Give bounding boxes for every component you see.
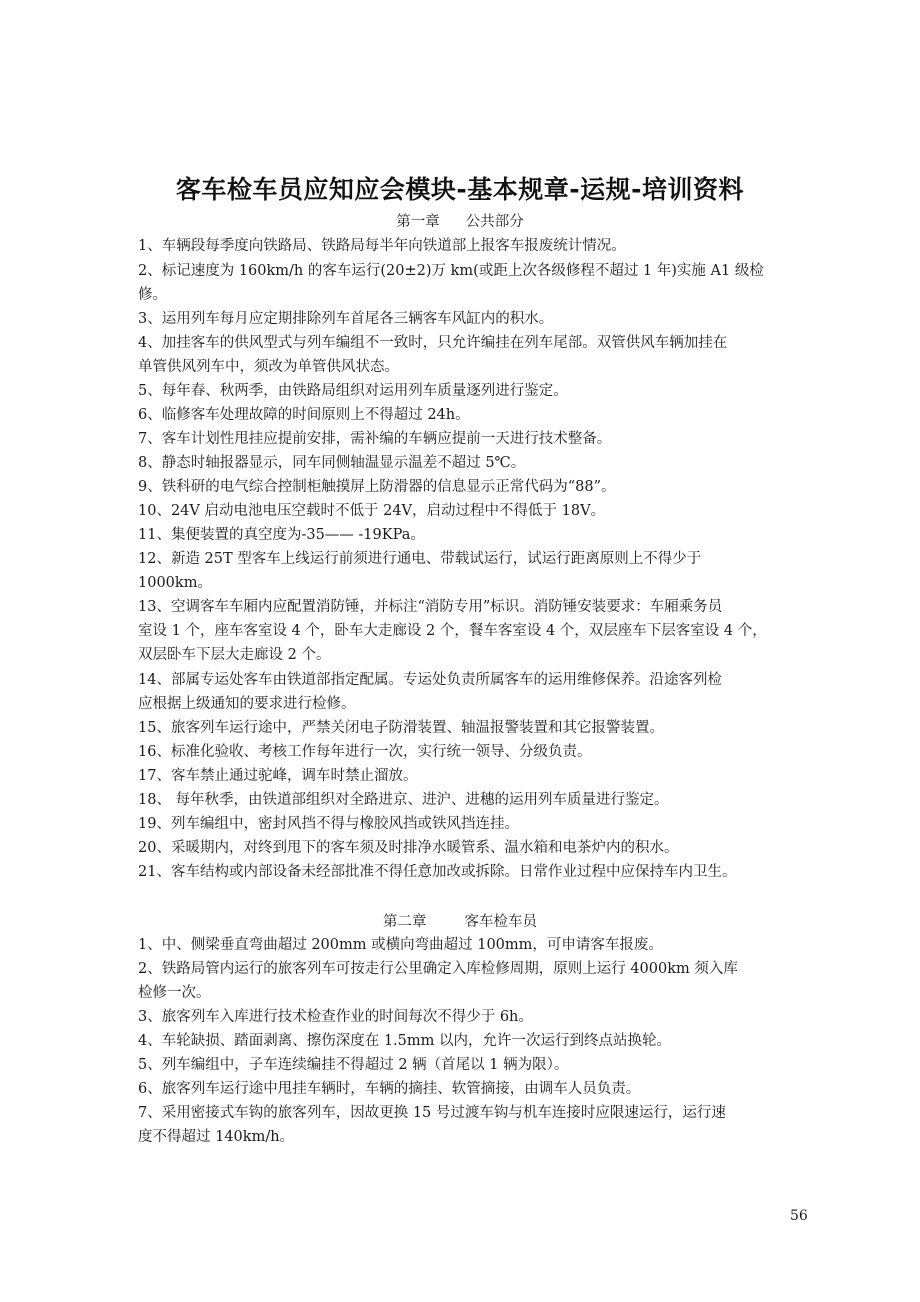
paragraph-line: 4、加挂客车的供风型式与列车编组不一致时，只允许编挂在列车尾部。双管供风车辆加挂在 <box>138 335 728 351</box>
paragraph-line: 5、列车编组中，子车连续编挂不得超过 2 辆（首尾以 1 辆为限）。 <box>138 1057 569 1073</box>
paragraph-line: 3、运用列车每月应定期排除列车首尾各三辆客车风缸内的积水。 <box>138 311 554 327</box>
chapter-2-heading <box>0 910 920 931</box>
paragraph-line: 15、旅客列车运行途中，严禁关闭电子防滑装置、轴温报警装置和其它报警装置。 <box>138 720 664 736</box>
paragraph-line: 13、空调客车车厢内应配置消防锤，并标注“消防专用”标识。消防锤安装要求：车厢乘务员 <box>138 599 723 615</box>
paragraph-line: 21、客车结构或内部设备未经部批准不得任意加改或拆除。日常作业过程中应保持车内卫生。 <box>138 864 737 880</box>
paragraph-line: 双层卧车下层大走廊设 2 个。 <box>138 647 331 663</box>
paragraph-line: 2、铁路局管内运行的旅客列车可按走行公里确定入库检修周期，原则上运行 4000km 须入库 <box>138 961 738 977</box>
paragraph-line: 8、静态时轴报器显示，同车同侧轴温显示温差不超过 5℃。 <box>138 455 526 471</box>
paragraph-line: 16、标准化验收、考核工作每年进行一次，实行统一领导、分级负责。 <box>138 744 592 760</box>
paragraph-line: 1000km。 <box>138 575 212 591</box>
paragraph-line: 修。 <box>138 287 167 303</box>
paragraph-line: 应根据上级通知的要求进行检修。 <box>138 696 356 712</box>
paragraph-line: 6、临修客车处理故障的时间原则上不得超过 24h。 <box>138 407 470 423</box>
chapter-2-name: 客车检车员 <box>464 914 537 930</box>
paragraph-line: 12、新造 25T 型客车上线运行前须进行通电、带载试运行，试运行距离原则上不得少于 <box>138 551 702 567</box>
chapter-1-name: 公共部分 <box>465 214 524 230</box>
paragraph-line: 4、车轮缺损、踏面剥离、擦伤深度在 1.5mm 以内，允许一次运行到终点站换轮。 <box>138 1033 671 1049</box>
paragraph-line: 17、客车禁止通过驼峰，调车时禁止溜放。 <box>138 768 418 784</box>
paragraph-line: 室设 1 个，座车客室设 4 个，卧车大走廊设 2 个，餐车客室设 4 个，双层座车下层客室设 4 个， <box>138 623 767 639</box>
paragraph-line: 1、中、侧梁垂直弯曲超过 200mm 或横向弯曲超过 100mm，可申请客车报废。 <box>138 937 663 953</box>
page-number: 56 <box>790 1208 808 1224</box>
paragraph-line: 检修一次。 <box>138 985 211 1001</box>
paragraph-line: 2、标记速度为 160km/h 的客车运行(20±2)万 km(或距上次各级修程不超过 1 年)实施 A1 级检 <box>138 263 764 279</box>
paragraph-line: 18、 每年秋季，由铁道部组织对全路进京、进沪、进穗的运用列车质量进行鉴定。 <box>138 792 669 808</box>
chapter-2-number: 第二章 <box>383 914 427 930</box>
paragraph-line: 9、铁科研的电气综合控制柜触摸屏上防滑器的信息显示正常代码为“88”。 <box>138 479 616 495</box>
paragraph-line: 6、旅客列车运行途中甩挂车辆时，车辆的摘挂、软管摘接，由调车人员负责。 <box>138 1081 641 1097</box>
chapter-1-number: 第一章 <box>396 214 440 230</box>
paragraph-line: 1、车辆段每季度向铁路局、铁路局每半年向铁道部上报客车报废统计情况。 <box>138 238 626 254</box>
paragraph-line: 19、列车编组中，密封风挡不得与橡胶风挡或铁风挡连挂。 <box>138 816 519 832</box>
paragraph-line: 7、客车计划性甩挂应提前安排，需补编的车辆应提前一天进行技术整备。 <box>138 431 612 447</box>
paragraph-line: 14、部属专运处客车由铁道部指定配属。专运处负责所属客车的运用维修保养。沿途客列检 <box>138 672 722 688</box>
paragraph-line: 度不得超过 140km/h。 <box>138 1129 295 1145</box>
paragraph-line: 10、24V 启动电池电压空载时不低于 24V，启动过程中不得低于 18V。 <box>138 503 606 519</box>
paragraph-line: 3、旅客列车入库进行技术检查作业的时间每次不得少于 6h。 <box>138 1009 533 1025</box>
chapter-1-heading <box>0 210 920 231</box>
document-title: 客车检车员应知应会模块-基本规章-运规-培训资料 <box>175 175 745 204</box>
paragraph-line: 5、每年春、秋两季，由铁路局组织对运用列车质量逐列进行鉴定。 <box>138 383 568 399</box>
paragraph-line: 11、集便装置的真空度为-35—— -19KPa。 <box>138 527 425 543</box>
paragraph-line: 7、采用密接式车钩的旅客列车，因故更换 15 号过渡车钩与机车连接时应限速运行，运行速 <box>138 1105 726 1121</box>
paragraph-line: 单管供风列车中，须改为单管供风状态。 <box>138 359 399 375</box>
paragraph-line: 20、采暖期内，对终到甩下的客车须及时排净水暖管系、温水箱和电茶炉内的积水。 <box>138 840 679 856</box>
